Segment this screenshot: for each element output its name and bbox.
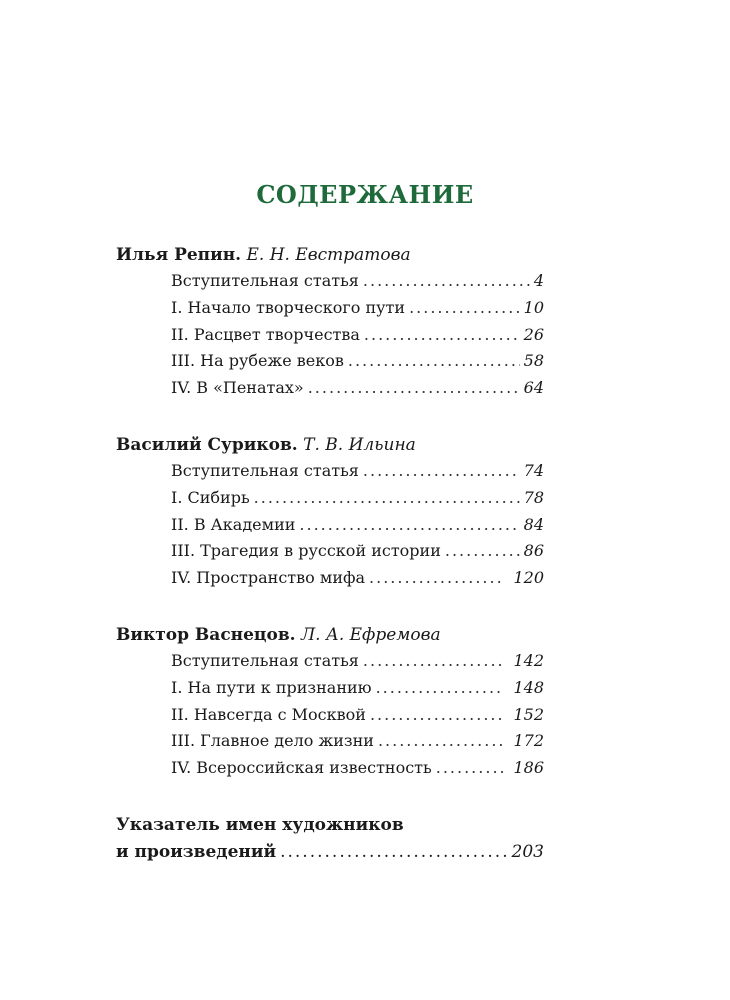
entry-page: 26 — [523, 324, 544, 344]
toc-entry[interactable] — [171, 458, 544, 485]
page-title: СОДЕРЖАНИЕ — [256, 180, 474, 209]
entry-label: I. На пути к признанию — [171, 677, 372, 697]
dot-leader — [280, 838, 507, 866]
entry-page: 172 — [513, 731, 544, 751]
entry-page: 58 — [523, 351, 544, 371]
dot-leader — [299, 512, 519, 539]
toc-entry[interactable] — [171, 295, 544, 322]
section-heading — [116, 242, 544, 268]
toc-section-index[interactable] — [116, 812, 544, 866]
entry-page: 4 — [533, 271, 544, 290]
section-entries — [116, 268, 544, 402]
entry-page: 152 — [513, 704, 544, 724]
section-editor: Т. В. Ильина — [303, 434, 416, 455]
toc-entry[interactable] — [171, 348, 544, 375]
dot-leader — [436, 755, 504, 782]
dot-leader — [378, 728, 504, 755]
index-page: 203 — [511, 841, 544, 862]
section-heading — [116, 432, 544, 458]
section-editor: Л. А. Ефремова — [300, 624, 441, 645]
entry-label: IV. Пространство мифа — [171, 568, 366, 588]
toc-entry[interactable] — [171, 648, 544, 675]
dot-leader — [363, 648, 504, 675]
dot-leader — [363, 268, 530, 295]
entry-page: 10 — [523, 297, 544, 317]
entry-label: Вступительная статья — [171, 650, 359, 670]
entry-page: 74 — [523, 460, 544, 480]
toc-entry[interactable] — [171, 675, 544, 702]
toc-entry[interactable] — [171, 565, 544, 592]
section-author: Виктор Васнецов. — [116, 624, 296, 645]
section-editor: Е. Н. Евстратова — [246, 245, 411, 265]
entry-label: IV. Всероссийская известность — [171, 758, 432, 778]
toc-section-surikov — [116, 432, 544, 592]
entry-label: Вступительная статья — [171, 271, 359, 290]
entry-label: IV. В «Пенатах» — [171, 378, 304, 398]
toc-entry[interactable] — [171, 375, 544, 402]
section-author: Илья Репин. — [116, 245, 242, 265]
toc-entry[interactable] — [171, 538, 544, 565]
entry-label: I. Начало творческого пути — [171, 297, 406, 317]
dot-leader — [364, 322, 520, 349]
entry-label: II. В Академии — [171, 514, 296, 534]
entry-page: 186 — [513, 758, 544, 778]
table-of-contents — [116, 242, 544, 866]
entry-page: 86 — [523, 541, 544, 561]
toc-entry[interactable] — [171, 322, 544, 349]
toc-section-repin — [116, 242, 544, 402]
dot-leader — [445, 538, 520, 565]
entry-label: I. Сибирь — [171, 487, 250, 507]
toc-entry[interactable] — [171, 512, 544, 539]
toc-entry[interactable] — [171, 702, 544, 729]
entry-page: 148 — [513, 677, 544, 697]
toc-entry[interactable] — [171, 728, 544, 755]
index-entry — [116, 838, 544, 866]
dot-leader — [369, 565, 504, 592]
entry-page: 120 — [513, 568, 544, 588]
index-heading-line2: и произведений — [116, 841, 277, 862]
entry-page: 142 — [513, 650, 544, 670]
entry-label: III. На рубеже веков — [171, 351, 344, 371]
dot-leader — [254, 485, 520, 512]
toc-section-vasnetsov — [116, 622, 544, 782]
dot-leader — [308, 375, 520, 402]
section-author: Василий Суриков. — [116, 434, 298, 455]
dot-leader — [363, 458, 520, 485]
entry-label: II. Расцвет творчества — [171, 324, 360, 344]
entry-page: 64 — [523, 378, 544, 398]
toc-entry[interactable] — [171, 485, 544, 512]
toc-entry[interactable] — [171, 268, 544, 295]
section-entries — [116, 648, 544, 782]
dot-leader — [376, 675, 504, 702]
entry-label: II. Навсегда с Москвой — [171, 704, 366, 724]
entry-page: 78 — [523, 487, 544, 507]
entry-page: 84 — [523, 514, 544, 534]
toc-entry[interactable] — [171, 755, 544, 782]
dot-leader — [348, 348, 520, 375]
entry-label: III. Главное дело жизни — [171, 731, 374, 751]
section-heading — [116, 622, 544, 648]
entry-label: Вступительная статья — [171, 460, 359, 480]
entry-label: III. Трагедия в русской истории — [171, 541, 441, 561]
index-heading-line1: Указатель имен художников — [116, 814, 404, 835]
dot-leader — [409, 295, 520, 322]
section-entries — [116, 458, 544, 592]
dot-leader — [370, 702, 504, 729]
